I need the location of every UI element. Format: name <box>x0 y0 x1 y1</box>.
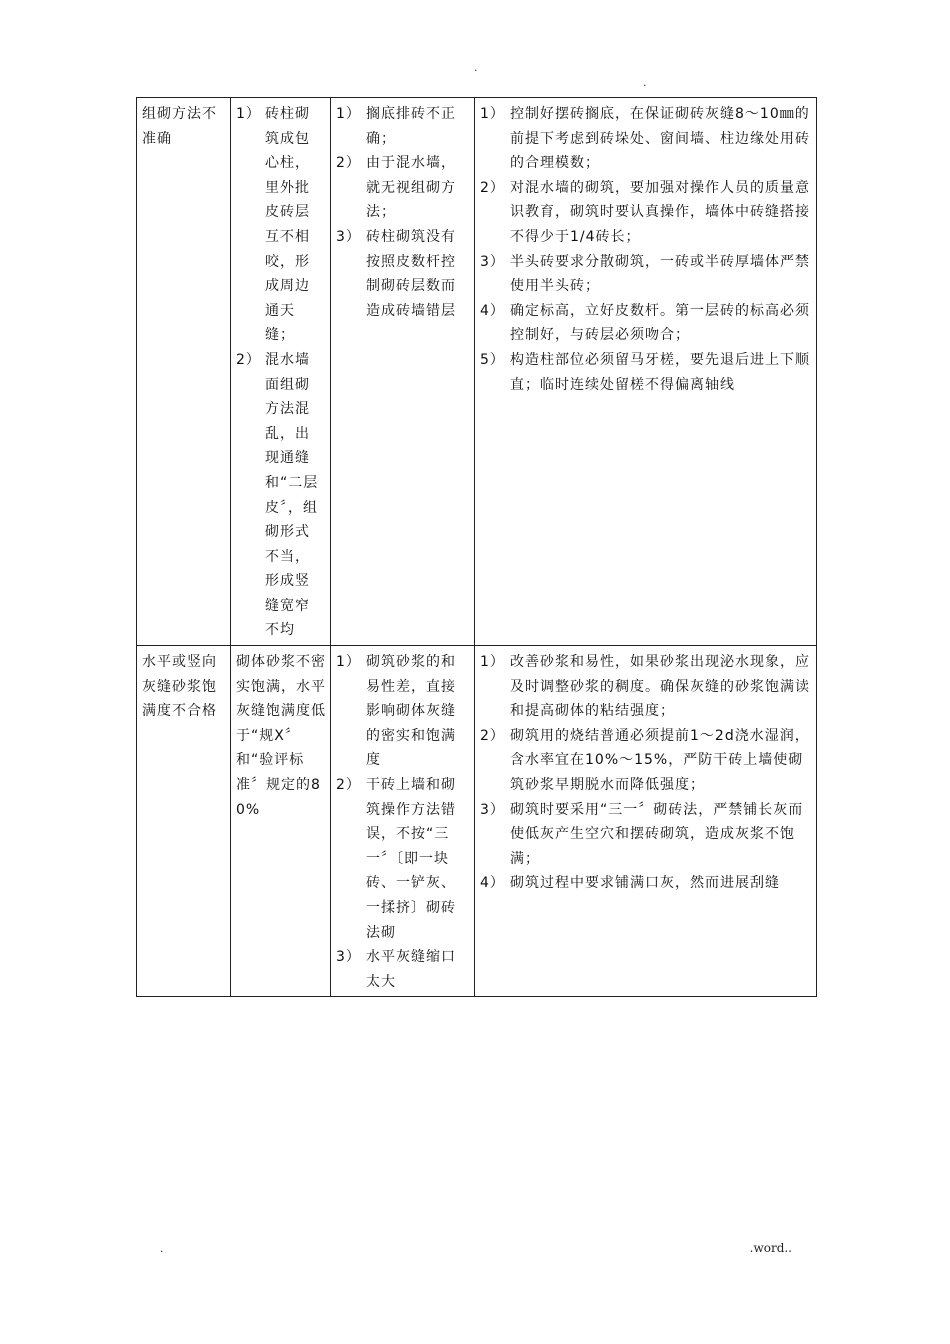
measure-cell <box>475 98 817 646</box>
item-number: 2） <box>480 727 505 744</box>
issue-name: 组砌方法不准确 <box>142 106 217 147</box>
item-text: 砖柱砌筑成包心柱，里外批皮砖层互不相咬，形成周边通天缝； <box>265 106 310 344</box>
phenomenon-cell <box>231 646 331 997</box>
list-item <box>480 348 812 397</box>
item-text: 半头砖要求分散砌筑，一砖或半砖厚墙体严禁使用半头砖； <box>510 253 810 295</box>
item-text: 构造柱部位必须留马牙槎，要先退后进上下顺直；临时连续处留槎不得偏离轴线 <box>510 351 810 393</box>
list-item <box>480 871 812 896</box>
issue-name-cell <box>137 98 231 646</box>
item-number: 1） <box>336 654 361 671</box>
item-number: 1） <box>336 106 361 122</box>
item-text: 砌筑过程中要求铺满口灰，然而进展刮缝 <box>510 875 780 892</box>
list-item <box>480 724 812 798</box>
item-number: 2） <box>480 179 505 196</box>
measure-list <box>480 650 812 896</box>
item-text: 由于混水墙，就无视组砌方法； <box>366 155 456 221</box>
item-text: 干砖上墙和砌筑操作方法错误，不按“三一〞〔即一块砖、一铲灰、一揉挤〕砌砖法砌 <box>366 777 456 941</box>
list-item <box>480 299 812 348</box>
item-text: 搁底排砖不正确； <box>366 106 456 147</box>
phenomenon-text: 砌体砂浆不密实饱满，水平灰缝饱满度低于“规X〞和“验评标准〞规定的80% <box>236 654 326 818</box>
item-text: 砌筑砂浆的和易性差，直接影响砌体灰缝的密实和饱满度 <box>366 654 456 769</box>
item-number: 2） <box>336 777 361 794</box>
item-text: 水平灰缝缩口太大 <box>366 949 456 990</box>
item-text: 砌筑用的烧结普通必须提前1～2d浇水湿润，含水率宜在10%～15%，严防干砖上墙使砌筑砂浆早期脱水而降低强度； <box>510 727 810 794</box>
list-item <box>336 151 470 225</box>
item-text: 改善砂浆和易性，如果砂浆出现泌水现象，应及时调整砂浆的稠度。确保灰缝的砂浆饱满读和提高砌体的粘结强度； <box>510 654 810 720</box>
table-row <box>137 98 817 646</box>
header-dot-mark: . <box>474 61 478 74</box>
item-number: 3） <box>480 801 505 818</box>
header-dot-mark: . <box>643 76 647 89</box>
list-item <box>480 176 812 250</box>
list-item <box>480 650 812 724</box>
cause-cell <box>331 98 475 646</box>
item-number: 2） <box>336 155 361 172</box>
item-number: 4） <box>480 302 505 319</box>
list-item <box>236 102 326 348</box>
item-text: 混水墙面组砌方法混乱，出现通缝和“二层皮〞，组砌形式不当，形成竖缝宽窄不均 <box>265 351 319 639</box>
item-number: 3） <box>480 253 505 270</box>
issue-name-cell <box>137 646 231 997</box>
item-number: 5） <box>480 351 505 368</box>
list-item <box>336 773 470 945</box>
footer-dot-mark: . <box>160 1242 164 1255</box>
quality-issue-table <box>136 97 817 997</box>
item-number: 2） <box>236 351 261 368</box>
list-item <box>336 650 470 773</box>
measure-cell <box>475 646 817 997</box>
list-item <box>480 250 812 299</box>
phenomenon-list <box>236 102 326 643</box>
item-number: 3） <box>336 949 361 966</box>
cause-cell <box>331 646 475 997</box>
item-text: 对混水墙的砌筑，要加强对操作人员的质量意识教育，砌筑时要认真操作，墙体中砖缝搭接不得少于1/4砖长； <box>510 179 810 245</box>
list-item <box>336 102 470 151</box>
cause-list <box>336 102 470 323</box>
item-text: 确定标高，立好皮数杆。第一层砖的标高必须控制好，与砖层必须吻合； <box>510 302 810 344</box>
list-item <box>336 225 470 323</box>
list-item <box>236 348 326 643</box>
item-text: 砖柱砌筑没有按照皮数杆控制砌砖层数而造成砖墙错层 <box>366 228 456 319</box>
item-number: 1） <box>236 106 261 122</box>
item-text: 控制好摆砖搁底，在保证砌砖灰缝8～10㎜的前提下考虑到砖垛处、窗间墙、柱边缘处用砖的合理模数； <box>510 106 810 172</box>
page-footer: .word.. <box>749 1241 792 1255</box>
table-row <box>137 646 817 997</box>
item-number: 4） <box>480 875 505 892</box>
phenomenon-cell <box>231 98 331 646</box>
list-item <box>480 102 812 176</box>
item-number: 3） <box>336 228 361 245</box>
list-item <box>336 945 470 994</box>
issue-name: 水平或竖向灰缝砂浆饱满度不合格 <box>142 654 217 720</box>
measure-list <box>480 102 812 397</box>
item-text: 砌筑时要采用“三一〞砌砖法，严禁铺长灰而使低灰产生空穴和摆砖砌筑，造成灰浆不饱满； <box>510 801 804 867</box>
list-item <box>480 798 812 872</box>
cause-list <box>336 650 470 994</box>
item-number: 1） <box>480 106 505 122</box>
item-number: 1） <box>480 654 505 671</box>
